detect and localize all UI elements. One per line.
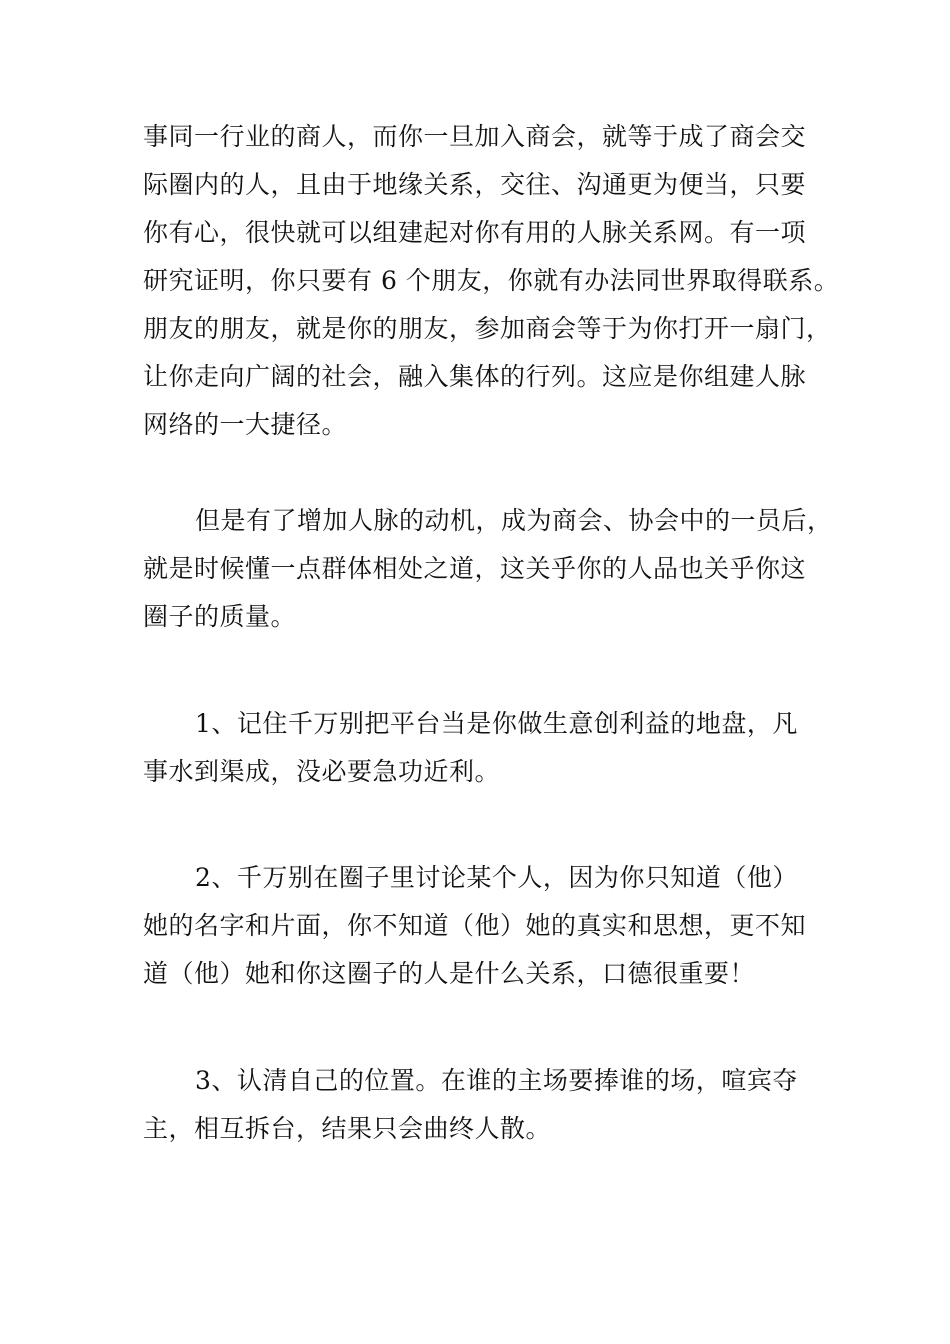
- text-line: 3、认清自己的位置。在谁的主场要捧谁的场，喧宾夺: [195, 1066, 798, 1095]
- list-item-1: [143, 700, 823, 796]
- text-line: 1、记住千万别把平台当是你做生意创利益的地盘，凡: [195, 709, 798, 738]
- document-body: [143, 113, 840, 1153]
- list-item-3: [143, 1057, 823, 1153]
- text-line: 2、千万别在圈子里讨论某个人，因为你只知道（他）: [195, 863, 798, 892]
- paragraph-group-etiquette: [143, 497, 833, 641]
- text-line: 就是时候懂一点群体相处之道，这关乎你的人品也关乎你这: [143, 554, 807, 583]
- text-line: 事水到渠成，没必要急功近利。: [143, 757, 501, 786]
- text-line: 事同一行业的商人，而你一旦加入商会，就等于成了商会交: [143, 122, 807, 151]
- text-line: 圈子的质量。: [143, 602, 297, 631]
- text-line: 她的名字和片面，你不知道（他）她的真实和思想，更不知: [143, 911, 807, 940]
- text-line: 主，相互拆台，结果只会曲终人散。: [143, 1114, 552, 1143]
- text-line: 朋友的朋友，就是你的朋友，参加商会等于为你打开一扇门，: [143, 314, 832, 343]
- text-line: 研究证明，你只要有 6 个朋友，你就有办法同世界取得联系。: [143, 266, 840, 295]
- text-line: 但是有了增加人脉的动机，成为商会、协会中的一员后，: [195, 506, 833, 535]
- paragraph-business-association: [143, 113, 840, 449]
- list-item-2: [143, 854, 823, 998]
- text-line: 你有心，很快就可以组建起对你有用的人脉关系网。有一项: [143, 218, 807, 247]
- text-line: 网络的一大捷径。: [143, 410, 348, 439]
- text-line: 道（他）她和你这圈子的人是什么关系，口德很重要！: [143, 959, 756, 988]
- text-line: 让你走向广阔的社会，融入集体的行列。这应是你组建人脉: [143, 362, 807, 391]
- text-line: 际圈内的人，且由于地缘关系，交往、沟通更为便当，只要: [143, 170, 807, 199]
